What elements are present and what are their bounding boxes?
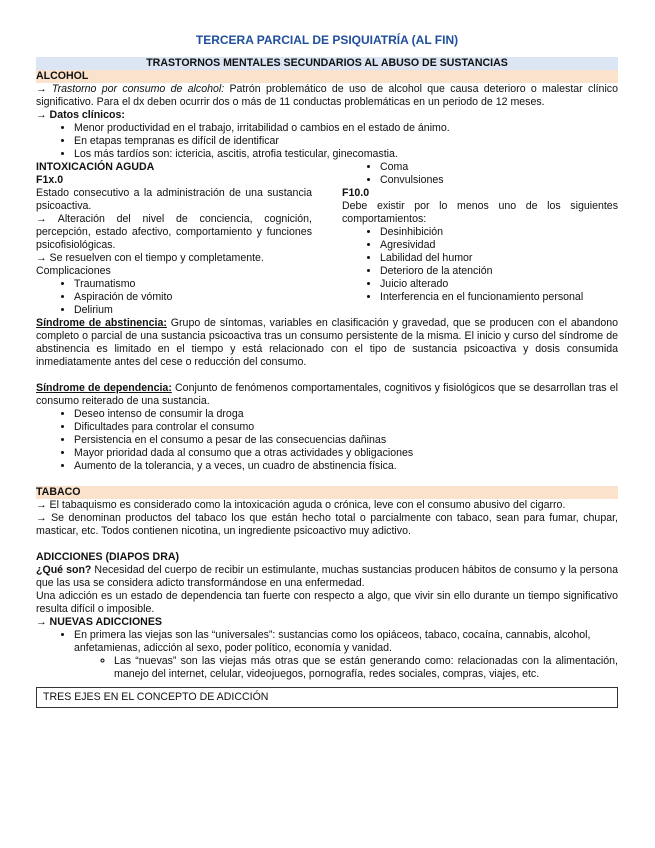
abstinencia-label: Síndrome de abstinencia: [36, 317, 167, 329]
complic-list [36, 278, 312, 317]
dependencia-paragraph: Síndrome de dependencia: Conjunto de fenómenos comportamentales, cognitivos y fisiológicos que se desarrollan tras el consumo reiterado de una sustancia. [36, 382, 618, 407]
intox-left-p2: → Alteración del nivel de conciencia, cognición, percepción, estado afectivo, comportamiento y funciones psicofisiológicas. [36, 213, 312, 251]
alcohol-heading: ALCOHOL [36, 70, 618, 83]
list-item: • Coma [380, 161, 618, 174]
clinicos-label: → Datos clínicos: [36, 109, 125, 121]
complic-cont-list [342, 161, 618, 187]
alcohol-definition: → Trastorno por consumo de alcohol: Patrón problemático de uso de alcohol que causa deterioro o malestar clínico significativo. Para el dx deben ocurrir dos o más de 11 conductas problemáticas en un periodo de 12 meses. [36, 83, 618, 108]
nuevas-adicciones-label: → NUEVAS ADICCIONES [36, 616, 162, 628]
code-f1x0: F1x.0 [36, 174, 64, 186]
list-item: • Convulsiones [380, 174, 618, 187]
code-f100: F10.0 [342, 187, 370, 199]
list-item: • Delirium [74, 304, 312, 317]
list-item: • Aspiración de vómito [74, 291, 312, 304]
list-item: • Interferencia en el funcionamiento personal [380, 291, 618, 304]
list-item: • En primera las viejas son las “universales”: sustancias como los opiáceos, tabaco, cocaína, cannabis, alcohol, anfetamienas, adicción al sexo, poder político, economía y vanidad. ◦ Las “nuevas” son las viejas más otras que se están generando como: relacionadas con la alimentación, manejo del internet, celular, videojuegos, pornografía, redes sociales, compras, viajes, etc. [74, 629, 618, 681]
list-item: • Los más tardíos son: ictericia, ascitis, atrofia testicular, ginecomastia. [74, 148, 618, 161]
adicciones-que-son: ¿Qué son? Necesidad del cuerpo de recibir un estimulante, muchas sustancias producen hábitos de consumo y la persona que las usa se considera adicto transformándose en una enfermedad. [36, 564, 618, 589]
intox-left-column [36, 174, 312, 317]
intox-left-p1: Estado consecutivo a la administración de una sustancia psicoactiva. [36, 187, 312, 212]
section-band: TRASTORNOS MENTALES SECUNDARIOS AL ABUSO DE SUSTANCIAS [36, 57, 618, 70]
list-item: • Agresividad [380, 239, 618, 252]
list-item: ◦ Las “nuevas” son las viejas más otras que se están generando como: relacionadas con la alimentación, manejo del internet, celular, videojuegos, pornografía, redes sociales, compras, viajes, etc. [114, 655, 618, 681]
list-item: • En etapas tempranas es difícil de identificar [74, 135, 618, 148]
page-title: TERCERA PARCIAL DE PSIQUIATRÍA (AL FIN) [195, 33, 459, 47]
dependencia-list [36, 408, 618, 473]
que-son-label: ¿Qué son? [36, 564, 92, 576]
list-item: • Desinhibición [380, 226, 618, 239]
list-item: • Persistencia en el consumo a pesar de las consecuencias dañinas [74, 434, 618, 447]
document-page [36, 34, 618, 708]
clinicos-list [36, 122, 618, 161]
list-item: • Juicio alterado [380, 278, 618, 291]
dependencia-label: Síndrome de dependencia: [36, 382, 172, 394]
list-item: • Traumatismo [74, 278, 312, 291]
list-item: • Aumento de la tolerancia, y a veces, un cuadro de abstinencia física. [74, 460, 618, 473]
list-item: • Mayor prioridad dada al consumo que a otras actividades y obligaciones [74, 447, 618, 460]
adicciones-heading: ADICCIONES (DIAPOS DRA) [36, 551, 180, 563]
abstinencia-paragraph: Síndrome de abstinencia: Grupo de síntomas, variables en clasificación y gravedad, que se producen con el abandono completo o parcial de una sustancia psicoactiva tras un consumo persistente de la misma. El inicio y curso del síndrome de abstinencia es limitado en el tiempo y está relacionado con el tipo de sustancia psicoactiva y dosis consumida inmediatamente antes del cese o reducción del consumo. [36, 317, 619, 368]
intox-right-p1: Debe existir por lo menos uno de los siguientes comportamientos: [342, 200, 618, 225]
tabaco-heading: TABACO [36, 486, 618, 499]
complic-label: Complicaciones [36, 265, 111, 277]
list-item: • Deseo intenso de consumir la droga [74, 408, 618, 421]
ejes-box: TRES EJES EN EL CONCEPTO DE ADICCIÓN [36, 687, 618, 708]
list-item: • Dificultades para controlar el consumo [74, 421, 618, 434]
intox-heading: INTOXICACIÓN AGUDA [36, 161, 155, 173]
tabaco-p1: → El tabaquismo es considerado como la intoxicación aguda o crónica, leve con el consumo abusivo del cigarro. [36, 499, 566, 511]
intox-right-column [342, 161, 618, 317]
list-item: • Menor productividad en el trabajo, irritabilidad o cambios en el estado de ánimo. [74, 122, 618, 135]
list-item: • Labilidad del humor [380, 252, 618, 265]
adicciones-p2: Una adicción es un estado de dependencia tan fuerte con respecto a algo, que vivir sin ello durante un tiempo significativo resulta difícil o imposible. [36, 590, 618, 615]
intox-left-p3: → Se resuelven con el tiempo y completamente. [36, 252, 264, 264]
behaviors-list [342, 226, 618, 304]
list-item: • Deterioro de la atención [380, 265, 618, 278]
nuevas-sublist [74, 655, 618, 681]
alcohol-def-label: → Trastorno por consumo de alcohol: [36, 83, 225, 95]
nuevas-list [36, 629, 618, 681]
tabaco-p2: → Se denominan productos del tabaco los que están hecho total o parcialmente con tabaco, sean para fumar, chupar, masticar, etc. Todos contienen nicotina, un ingrediente psicoactivo muy adictivo. [36, 512, 618, 537]
